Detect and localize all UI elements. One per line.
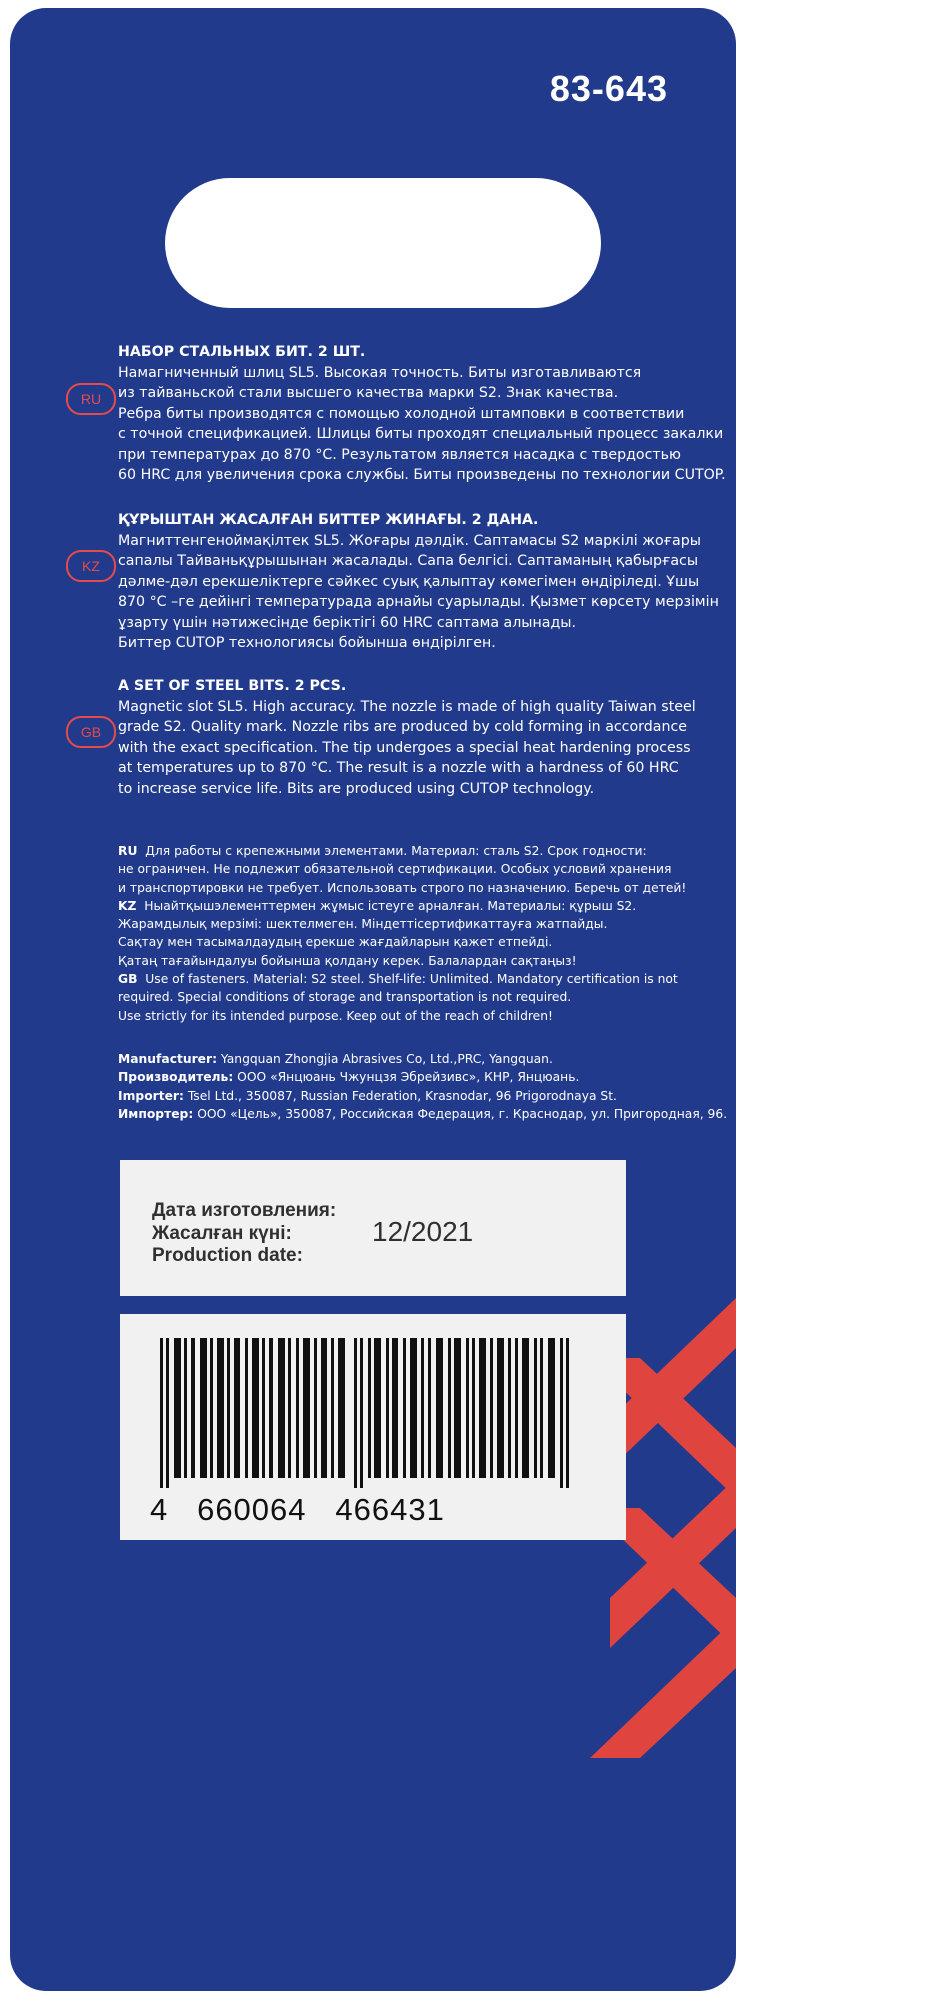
description-ru-line: с точной спецификацией. Шлицы биты проходят специальный процесс закалки xyxy=(118,426,724,442)
article-code: 83-643 xyxy=(549,68,668,109)
manufacturer-label: Manufacturer: xyxy=(118,1052,217,1066)
manufacturer-line xyxy=(118,1050,727,1068)
usage-label-ru: RU xyxy=(118,844,138,858)
importer-line xyxy=(118,1105,727,1123)
description-gb-line: Magnetic slot SL5. High accuracy. The nozzle is made of high quality Taiwan steel xyxy=(118,698,696,715)
production-date-labels xyxy=(152,1200,336,1268)
description-ru-line: при температурах до 870 °С. Результатом является насадка с твердостью xyxy=(118,446,681,463)
description-kz-line: сапалы Тайваньқұрышынан жасалады. Сапа белгісі. Саптаманың қабырғасы xyxy=(118,553,699,569)
usage-text: Жарамдылық мерзімі: шектелмеген. Міндеттісертификаттауға жатпайды. xyxy=(118,917,608,932)
usage-text: Ныайтқышэлементтермен жұмыс істеуге арналған. Материалы: құрыш S2. xyxy=(144,898,637,913)
usage-label-kz: KZ xyxy=(118,898,137,913)
usage-line-ru xyxy=(118,842,686,860)
production-date-value: 12/2021 xyxy=(372,1216,474,1247)
usage-line-kz xyxy=(118,897,686,915)
description-gb xyxy=(118,676,696,799)
usage-text: Use of fasteners. Material: S2 steel. Shelf-life: Unlimited. Mandatory certification is not xyxy=(145,972,678,987)
packaging-card xyxy=(10,8,736,1991)
importer-value: Tsel Ltd., 350087, Russian Federation, Krasnodar, 96 Prigorodnaya St. xyxy=(187,1088,617,1103)
usage-text: Use strictly for its intended purpose. Keep out of the reach of children! xyxy=(118,1008,553,1023)
importer-label: Importer: xyxy=(118,1088,184,1103)
manufacturer-label: Производитель: xyxy=(118,1070,234,1085)
description-ru-line: Намагниченный шлиц SL5. Высокая точность. Биты изготавливаются xyxy=(118,364,642,381)
usage-text: Для работы с крепежными элементами. Материал: сталь S2. Срок годности: xyxy=(145,844,647,858)
date-label-kz: Жасалған күні: xyxy=(152,1222,292,1244)
usage-text: и транспортировки не требует. Использовать строго по назначению. Беречь от детей! xyxy=(118,880,687,895)
description-ru-line: из тайваньской стали высшего качества марки S2. Знак качества. xyxy=(118,385,619,401)
importer-line xyxy=(118,1087,727,1105)
production-date-panel xyxy=(120,1160,626,1296)
description-gb-line: grade S2. Quality mark. Nozzle ribs are produced by cold forming in accordance xyxy=(118,719,687,735)
manufacturer-value: ООО «Янцюань Чжунцзя Эбрейзивс», КНР, Янцюань. xyxy=(237,1070,580,1085)
usage-text: Сақтау мен тасымалдаудың ерекше жағдайларын қажет етпейді. xyxy=(118,935,553,950)
description-ru-line: Ребра биты производятся с помощью холодной штамповки в соответствии xyxy=(118,405,685,422)
description-ru xyxy=(118,342,726,486)
barcode-number xyxy=(150,1492,445,1528)
description-kz-line: 870 °С –ге дейінгі температурада арнайы суарылады. Қызмет көрсету мерзімін xyxy=(118,594,719,610)
description-kz-line: Биттер CUTOP технологиясы бойынша өндірілген. xyxy=(118,635,496,651)
description-kz xyxy=(118,510,719,654)
usage-label-gb: GB xyxy=(118,972,138,987)
barcode-panel xyxy=(120,1314,626,1540)
usage-text: не ограничен. Не подлежит обязательной сертификации. Особых условий хранения xyxy=(118,862,672,877)
barcode-digits: 4 660064 466431 xyxy=(150,1492,445,1527)
description-gb-title: A SET OF STEEL BITS. 2 PCS. xyxy=(118,678,347,694)
description-gb-line: at temperatures up to 870 °C. The result is a nozzle with a hardness of 60 HRC xyxy=(118,760,679,776)
date-label-ru: Дата изготовления: xyxy=(152,1200,337,1221)
date-label-en: Production date: xyxy=(152,1245,303,1266)
description-kz-title: ҚҰРЫШТАН ЖАСАЛҒАН БИТТЕР ЖИНАҒЫ. 2 ДАНА. xyxy=(118,512,539,528)
lang-badge-ru: RU xyxy=(66,383,116,415)
description-ru-title: НАБОР СТАЛЬНЫХ БИТ. 2 ШТ. xyxy=(118,344,366,360)
usage-info xyxy=(118,842,686,1025)
description-kz-line: ұзарту үшін нәтижесінде беріктігі 60 HRC саптама алынады. xyxy=(118,614,576,631)
description-ru-line: 60 HRC для увеличения срока службы. Биты произведены по технологии CUTOP. xyxy=(118,467,726,483)
description-gb-line: with the exact specification. The tip undergoes a special heat hardening process xyxy=(118,739,691,756)
manufacturer-line xyxy=(118,1068,727,1086)
description-gb-line: to increase service life. Bits are produced using CUTOP technology. xyxy=(118,780,595,797)
lang-badge-kz: KZ xyxy=(66,550,116,582)
usage-text: Қатаң тағайындалуы бойынша қолдану керек. Балалардан сақтаңыз! xyxy=(118,953,577,968)
description-kz-line: дәлме-дәл ерекшеліктерге сәйкес суық қалыптау көмегімен өндіріледі. Ұшы xyxy=(118,573,700,590)
usage-text: required. Special conditions of storage and transportation is not required. xyxy=(118,990,572,1005)
hang-hole xyxy=(165,178,601,308)
description-kz-line: Магниттенгеноймақілтек SL5. Жоғары дәлдік. Саптамасы S2 маркілі жоғары xyxy=(118,532,701,549)
importer-label: Импортер: xyxy=(118,1107,194,1122)
importer-value: ООО «Цель», 350087, Российская Федерация, г. Краснодар, ул. Пригородная, 96. xyxy=(197,1107,728,1122)
usage-line-gb xyxy=(118,970,686,988)
manufacturer-info xyxy=(118,1050,727,1124)
manufacturer-value: Yangquan Zhongjia Abrasives Co, Ltd.,PRC, Yangquan. xyxy=(220,1052,553,1066)
lang-badge-gb: GB xyxy=(66,716,116,748)
barcode xyxy=(160,1338,590,1488)
